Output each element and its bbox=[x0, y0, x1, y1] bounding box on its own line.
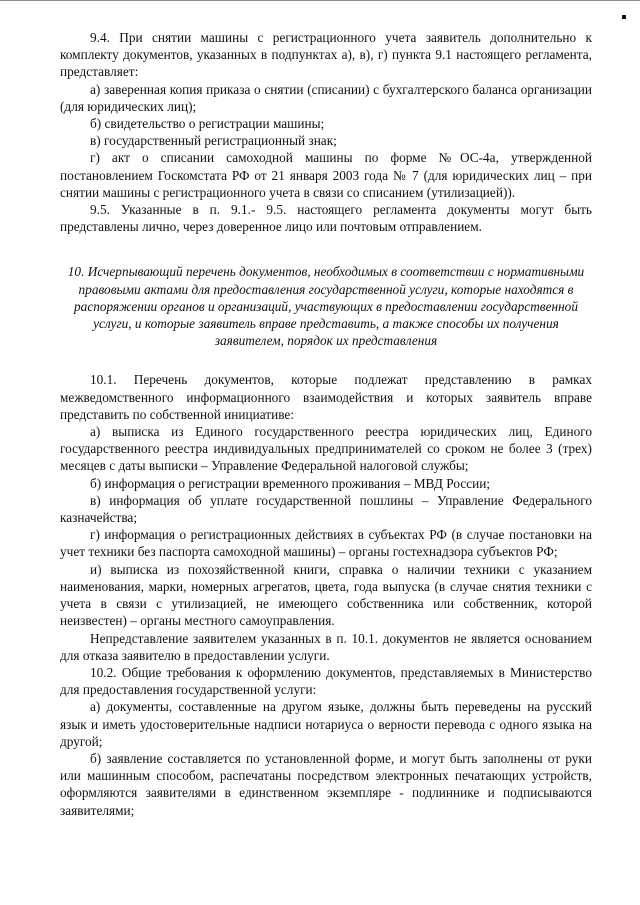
clause-10-1-note: Непредставление заявителем указанных в п. 10.1. документов не является основанием для отказа заявителю в предоставлении услуги. bbox=[60, 630, 592, 663]
clause-10-1-item-a: а) выписка из Единого государственного реестра юридических лиц, Единого государственного реестра индивидуальных предпринимателей со сроком не более 3 (трех) месяцев с даты выписки – Управление Федеральной налоговой службы; bbox=[60, 424, 592, 474]
clause-9-4-item-a: а) заверенная копия приказа о снятии (списании) с бухгалтерского баланса организации (для юридических лиц); bbox=[60, 81, 592, 114]
clause-10-1-item-i: и) выписка из похозяйственной книги, справка о наличии техники с указанием наименования, марки, номерных агрегатов, цвета, года выпуска (в случае снятия техники с учета в связи с утилизацией, не имеющего собственника или собственник, которой неизвестен) – органы местного самоуправления. bbox=[60, 561, 592, 629]
scan-corner-mark bbox=[622, 15, 626, 19]
clause-9-4-item-v: в) государственный регистрационный знак; bbox=[90, 133, 337, 149]
clause-10-2-intro: 10.2. Общие требования к оформлению документов, представляемых в Министерство для предоставления государственной услуги: bbox=[60, 664, 592, 698]
clause-9-5: 9.5. Указанные в п. 9.1.- 9.5. настоящего регламента документы могут быть представлены лично, через доверенное лицо или почтовым отправлением. bbox=[60, 202, 592, 235]
clause-10-1-item-b: б) информация о регистрации временного проживания – МВД России; bbox=[90, 475, 491, 491]
clause-10-2-item-a: а) документы, составленные на другом языке, должны быть переведены на русский язык и иметь удостоверительные надписи нотариуса о верности перевода с одного языка на другой; bbox=[60, 699, 592, 749]
document-page bbox=[60, 29, 592, 819]
scan-edge-line bbox=[0, 0, 640, 1]
clause-10-1-intro: 10.1. Перечень документов, которые подлежат представлению в рамках межведомственного информационного взаимодействия и которых заявитель вправе представить по собственной инициативе: bbox=[60, 372, 592, 422]
section-10-heading: 10. Исчерпывающий перечень документов, необходимых в соответствии с нормативными правовыми актами для предоставления государственной услуги, которые находятся в распоряжении органов и организаций, участвующих в предоставлении государственной услуги, и которые заявитель вправе представить, а также способы их получения заявителем, порядок их представления bbox=[67, 264, 585, 349]
clause-9-4-item-g: г) акт о списании самоходной машины по форме №ОС-4а, утвержденной постановлением Госкомстата РФ от 21 января 2003 года № 7 (для юридических лиц – при снятии машины с регистрационного учета в связи со списанием (утилизацией)). bbox=[60, 150, 592, 200]
clause-9-4-item-b: б) свидетельство о регистрации машины; bbox=[90, 116, 325, 132]
clause-10-1-item-v: в) информация об уплате государственной пошлины – Управление Федерального казначейства; bbox=[60, 492, 592, 526]
clause-10-2-item-b: б) заявление составляется по установленной форме, и могут быть заполнены от руки или машинным способом, распечатаны посредством электронных печатающих устройств, оформляются заявителями в единственном экземпляре - подлиннике и подписываются заявителями; bbox=[60, 750, 592, 818]
clause-10-1-item-g: г) информация о регистрационных действиях в субъектах РФ (в случае постановки на учет техники без паспорта самоходной машины) – органы гостехнадзора субъектов РФ; bbox=[60, 527, 592, 560]
clause-9-4-intro: 9.4. При снятии машины с регистрационного учета заявитель дополнительно к комплекту документов, указанных в подпунктах а), в), г) пункта 9.1 настоящего регламента, представляет: bbox=[60, 30, 592, 80]
